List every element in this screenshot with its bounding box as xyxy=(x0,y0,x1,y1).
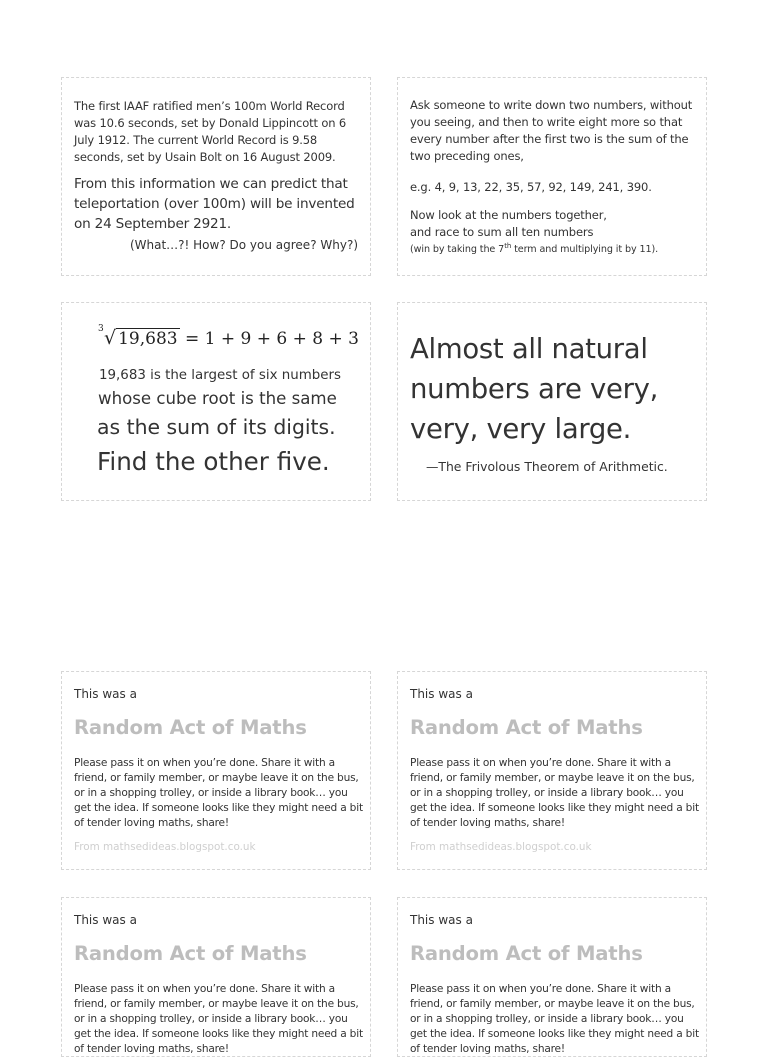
fibonacci-hint xyxy=(410,240,658,256)
cube-root-card xyxy=(61,302,371,501)
radical-sign-icon: √ xyxy=(104,327,117,349)
fibonacci-hint-after: term and multiplying it by 11). xyxy=(511,244,659,256)
theorem-attribution: —The Frivolous Theorem of Arithmetic. xyxy=(426,459,668,474)
theorem-quote: Almost all natural numbers are very, very, very large. xyxy=(410,333,659,445)
random-act-was: This was a xyxy=(74,687,137,701)
radicand: 19,683 xyxy=(118,329,178,349)
cube-root-expression xyxy=(98,324,180,349)
formula-rhs: = 1 + 9 + 6 + 8 + 3 xyxy=(185,329,359,349)
random-act-card xyxy=(61,671,371,870)
random-act-body: Please pass it on when you’re done. Share it with a friend, or family member, or maybe leave it on the bus, or in a shopping trolley, or inside a library book… you get the idea. If someone looks like they might need a bit of tender loving maths, share! xyxy=(410,757,699,829)
random-act-was: This was a xyxy=(410,913,473,927)
fibonacci-instructions: Ask someone to write down two numbers, without you seeing, and then to write eight more so that every number after the first two is the sum of the two preceding ones, xyxy=(410,98,693,163)
random-act-title: Random Act of Maths xyxy=(410,716,643,739)
cube-root-formula xyxy=(98,324,359,349)
cube-root-line-4: Find the other five. xyxy=(97,447,330,476)
fibonacci-race: and race to sum all ten numbers xyxy=(410,225,594,239)
cube-root-line-2: whose cube root is the same xyxy=(98,389,337,408)
random-act-card xyxy=(397,897,707,1057)
root-index: 3 xyxy=(98,324,104,334)
random-act-source: From mathsedideas.blogspot.co.uk xyxy=(410,841,592,853)
random-act-title: Random Act of Maths xyxy=(74,716,307,739)
fibonacci-example: e.g. 4, 9, 13, 22, 35, 57, 92, 149, 241, 390. xyxy=(410,180,652,194)
random-act-card xyxy=(397,671,707,870)
theorem-card xyxy=(397,302,707,501)
world-record-question: (What…?! How? Do you agree? Why?) xyxy=(129,238,358,252)
random-act-body: Please pass it on when you’re done. Share it with a friend, or family member, or maybe leave it on the bus, or in a shopping trolley, or inside a library book… you get the idea. If someone looks like they might need a bit of tender loving maths, share! xyxy=(74,983,363,1055)
teleportation-claim: From this information we can predict that teleportation (over 100m) will be invented on 24 September 2921. xyxy=(74,176,355,232)
cube-root-line-1: 19,683 is the largest of six numbers xyxy=(99,368,341,383)
random-act-title: Random Act of Maths xyxy=(74,942,307,965)
fibonacci-hint-sup: th xyxy=(504,242,512,250)
fibonacci-look: Now look at the numbers together, xyxy=(410,208,607,222)
random-act-was: This was a xyxy=(74,913,137,927)
cube-root-line-3: as the sum of its digits. xyxy=(97,415,336,439)
random-act-source: From mathsedideas.blogspot.co.uk xyxy=(74,841,256,853)
random-act-body: Please pass it on when you’re done. Share it with a friend, or family member, or maybe leave it on the bus, or in a shopping trolley, or inside a library book… you get the idea. If someone looks like they might need a bit of tender loving maths, share! xyxy=(74,757,363,829)
world-record-card xyxy=(61,77,371,276)
random-act-title: Random Act of Maths xyxy=(410,942,643,965)
fibonacci-trick-card xyxy=(397,77,707,276)
random-act-body: Please pass it on when you’re done. Share it with a friend, or family member, or maybe leave it on the bus, or in a shopping trolley, or inside a library book… you get the idea. If someone looks like they might need a bit of tender loving maths, share! xyxy=(410,983,699,1055)
world-record-intro: The first IAAF ratified men’s 100m World Record was 10.6 seconds, set by Donald Lippincott on 6 July 1912. The current World Record is 9.58 seconds, set by Usain Bolt on 16 August 2009. xyxy=(74,99,347,164)
fibonacci-hint-before: (win by taking the 7 xyxy=(410,244,505,256)
random-act-card xyxy=(61,897,371,1057)
random-act-was: This was a xyxy=(410,687,473,701)
